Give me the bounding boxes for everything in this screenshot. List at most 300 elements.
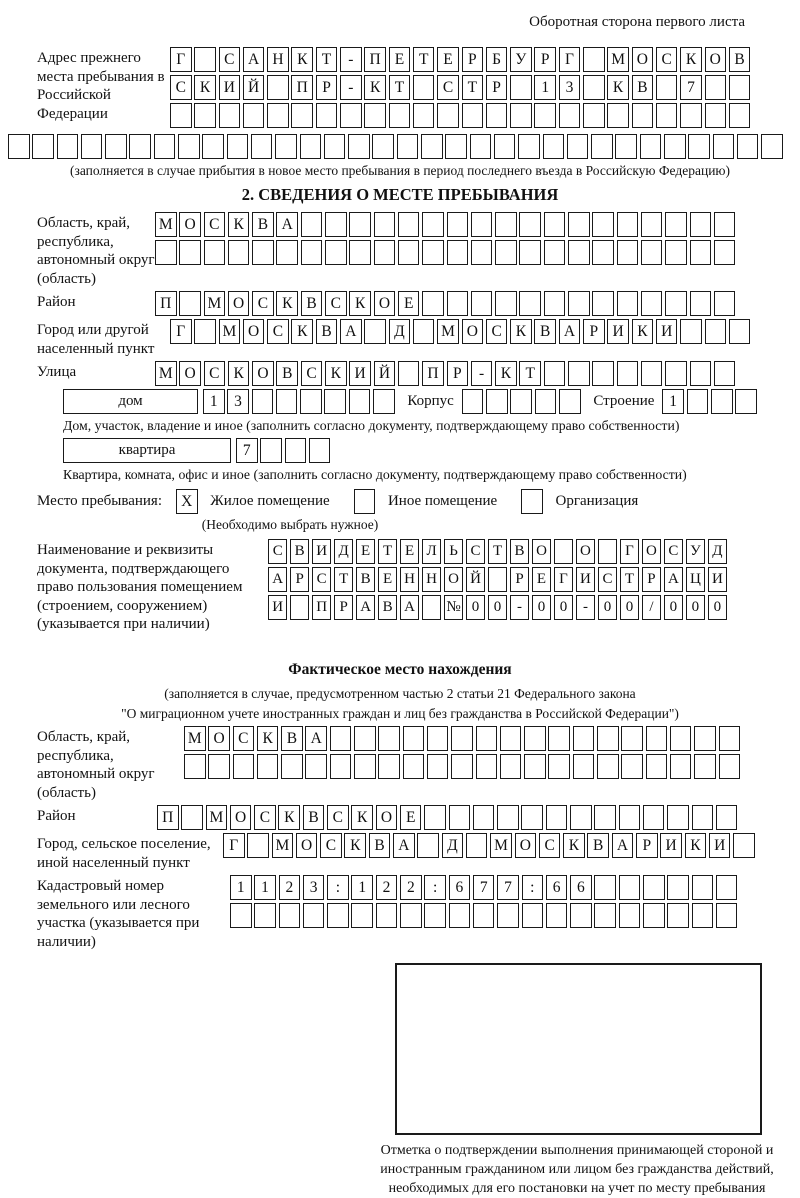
char-cell-filled: 7 [236,438,258,463]
char-cell-empty [340,103,362,128]
char-cell-empty [510,75,532,100]
char-cell-empty [554,539,573,564]
char-cell-empty [543,134,565,159]
char-cell-filled: 1 [230,875,252,900]
s2-city-row [170,319,753,344]
char-cell-empty [568,212,590,237]
house-name-box: дом [63,389,198,414]
char-cell-filled: О [576,539,595,564]
char-cell-empty [301,212,323,237]
char-cell-filled: С [204,212,226,237]
page-side-note: Оборотная сторона первого листа [529,14,745,30]
char-cell-empty [398,361,420,386]
char-cell-empty [374,212,396,237]
s2-oblast-row-2 [155,240,738,265]
apartment-name-box: квартира [63,438,231,463]
char-cell-filled: С [268,539,287,564]
char-cell-empty [641,361,663,386]
char-cell-empty [427,726,449,751]
char-cell-empty [473,903,495,928]
char-cell-filled: М [607,47,629,72]
char-cell-filled: С [486,319,508,344]
char-cell-empty [583,75,605,100]
char-cell-empty [309,438,331,463]
char-cell-empty [424,903,446,928]
char-cell-filled: О [376,805,398,830]
prev-address-row-2 [170,75,753,100]
char-cell-filled: О [179,212,201,237]
char-cell-empty [641,240,663,265]
char-cell-empty [667,875,689,900]
document-row-2 [268,567,730,592]
char-cell-empty [422,240,444,265]
cadastre-block [37,875,800,951]
char-cell-filled: 6 [449,875,471,900]
char-cell-filled: К [563,833,585,858]
char-cell-filled: В [632,75,654,100]
char-cell-empty [230,903,252,928]
char-cell-empty [351,903,373,928]
document-block [37,539,800,651]
char-cell-filled: В [510,539,529,564]
stay-type-note: (Необходимо выбрать нужное) [201,517,379,532]
char-cell-empty [641,291,663,316]
s2-rayon-block [37,291,800,316]
char-cell-empty [398,212,420,237]
char-cell-filled: И [219,75,241,100]
char-cell-filled: Е [378,567,397,592]
char-cell-empty [705,319,727,344]
char-cell-filled: : [522,875,544,900]
char-cell-empty [462,389,484,414]
char-cell-empty [522,903,544,928]
char-cell-filled: 6 [570,875,592,900]
char-cell-empty [330,726,352,751]
char-cell-empty [376,903,398,928]
char-cell-empty [534,103,556,128]
char-cell-filled: П [291,75,313,100]
char-cell-filled: Р [290,567,309,592]
char-cell-empty [665,291,687,316]
char-cell-empty [451,754,473,779]
char-cell-filled: 1 [254,875,276,900]
al-rayon-block [37,805,800,830]
char-cell-empty [598,539,617,564]
al-rayon-label: Район [37,808,76,824]
char-cell-empty [348,134,370,159]
char-cell-filled: В [729,47,751,72]
char-cell-filled: К [364,75,386,100]
char-cell-empty [267,103,289,128]
char-cell-filled: К [291,319,313,344]
char-cell-empty [349,389,371,414]
char-cell-filled: К [344,833,366,858]
char-cell-empty [729,319,751,344]
char-cell-empty [643,805,665,830]
char-cell-empty [641,212,663,237]
char-cell-filled: 0 [620,595,639,620]
char-cell-filled: П [155,291,177,316]
char-cell-filled: С [664,539,683,564]
char-cell-filled: К [510,319,532,344]
char-cell-empty [155,240,177,265]
char-cell-filled: 0 [488,595,507,620]
char-cell-filled: А [305,726,327,751]
char-cell-empty [667,903,689,928]
char-cell-empty [57,134,79,159]
char-cell-filled: С [320,833,342,858]
char-cell-empty [243,103,265,128]
char-cell-empty [233,754,255,779]
char-cell-filled: С [466,539,485,564]
char-cell-filled: И [312,539,331,564]
char-cell-empty [497,805,519,830]
char-cell-empty [690,361,712,386]
actual-location-title: Фактическое место нахождения [288,661,512,678]
char-cell-filled: Г [223,833,245,858]
prev-address-label: Адрес прежнего места пребывания в Российской Федерации [37,50,165,122]
char-cell-filled: А [664,567,683,592]
char-cell-empty [373,389,395,414]
s2-oblast-row-1 [155,212,738,237]
char-cell-filled: Е [400,539,419,564]
char-cell-empty [621,726,643,751]
char-cell-empty [181,805,203,830]
char-cell-empty [559,389,581,414]
char-cell-filled: 7 [473,875,495,900]
cadastre-rows [230,875,740,931]
char-cell-empty [646,754,668,779]
char-cell-filled: Т [462,75,484,100]
char-cell-filled: С [312,567,331,592]
s2-oblast-rows [155,212,738,268]
char-cell-filled: М [272,833,294,858]
char-cell-empty [179,291,201,316]
char-cell-filled: В [276,361,298,386]
char-cell-filled: Б [486,47,508,72]
char-cell-empty [445,134,467,159]
char-cell-filled: К [607,75,629,100]
char-cell-empty [422,291,444,316]
checkbox-other-premises [354,489,378,514]
char-cell-empty [81,134,103,159]
char-cell-filled: С [254,805,276,830]
char-cell-filled: О [515,833,537,858]
char-cell-empty [559,103,581,128]
char-cell-filled: Е [532,567,551,592]
char-cell-empty [546,903,568,928]
cadastre-row-1 [230,875,740,900]
char-cell-empty [656,75,678,100]
char-cell-empty [179,240,201,265]
s2-oblast-label: Область, край, республика, автономный округ (область) [37,215,155,287]
char-cell-empty [421,134,443,159]
char-cell-filled: - [340,75,362,100]
option-other-premises-label: Иное помещение [387,493,498,509]
char-cell-filled: В [303,805,325,830]
char-cell-filled: Т [413,47,435,72]
char-cell-empty [733,833,755,858]
char-cell-empty [567,134,589,159]
char-cell-filled: Р [642,567,661,592]
char-cell-empty [619,805,641,830]
char-cell-empty [568,361,590,386]
char-cell-empty [327,903,349,928]
char-cell-filled: К [495,361,517,386]
char-cell-empty [260,438,282,463]
char-cell-empty [594,875,616,900]
char-cell-filled: Г [170,319,192,344]
char-cell-filled: Г [620,539,639,564]
char-cell-filled: Т [620,567,639,592]
char-cell-filled: А [393,833,415,858]
char-cell-filled: Й [243,75,265,100]
char-cell-filled: И [576,567,595,592]
char-cell-empty [680,103,702,128]
char-cell-empty [497,903,519,928]
char-cell-empty [670,754,692,779]
char-cell-empty [521,805,543,830]
char-cell-empty [462,103,484,128]
char-cell-filled: О [208,726,230,751]
char-cell-empty [594,805,616,830]
cadastre-label: Кадастровый номер земельного или лесного участка (указывается при наличии) [37,878,200,950]
al-oblast-rows [184,726,743,782]
char-cell-filled: Г [554,567,573,592]
char-cell-empty [466,833,488,858]
char-cell-filled: П [422,361,444,386]
char-cell-filled: К [685,833,707,858]
char-cell-filled: М [490,833,512,858]
char-cell-empty [544,240,566,265]
char-cell-filled: И [656,319,678,344]
char-cell-empty [688,134,710,159]
char-cell-filled: С [325,291,347,316]
char-cell-filled: К [680,47,702,72]
char-cell-empty [665,240,687,265]
char-cell-empty [544,291,566,316]
char-cell-empty [364,103,386,128]
char-cell-filled: М [219,319,241,344]
char-cell-filled: О [252,361,274,386]
char-cell-filled: О [632,47,654,72]
char-cell-filled: С [170,75,192,100]
char-cell-empty [424,805,446,830]
char-cell-filled: М [204,291,226,316]
char-cell-empty [398,240,420,265]
char-cell-filled: Т [519,361,541,386]
char-cell-filled: П [312,595,331,620]
char-cell-empty [573,754,595,779]
char-cell-filled: И [607,319,629,344]
char-cell-filled: К [632,319,654,344]
al-oblast-row-2 [184,754,743,779]
char-cell-filled: У [686,539,705,564]
char-cell-filled: Т [389,75,411,100]
al-city-label: Город, сельское поселение, иной населенный пункт [37,836,211,871]
stroenie-cells [662,389,759,414]
char-cell-empty [524,726,546,751]
char-cell-filled: П [364,47,386,72]
char-cell-empty [413,103,435,128]
char-cell-filled: О [228,291,250,316]
char-cell-filled: О [444,567,463,592]
char-cell-empty [591,134,613,159]
char-cell-empty [544,212,566,237]
char-cell-filled: Т [316,47,338,72]
s2-street-block [37,361,800,386]
char-cell-filled: Е [389,47,411,72]
char-cell-filled: Е [356,539,375,564]
char-cell-empty [486,389,508,414]
confirmation-stamp-note: Отметка о подтверждении выполнения принимающей стороной и иностранным гражданином или лицом без гражданства действий, необходимых для его постановки на учет по месту пребывания [380,1143,774,1196]
char-cell-empty [692,875,714,900]
char-cell-filled: - [471,361,493,386]
char-cell-filled: О [179,361,201,386]
s2-rayon-row [155,291,738,316]
char-cell-empty [664,134,686,159]
char-cell-filled: Е [400,805,422,830]
char-cell-empty [597,754,619,779]
char-cell-filled: К [194,75,216,100]
prev-address-row-1 [170,47,753,72]
checkbox-organization [521,489,545,514]
char-cell-empty [154,134,176,159]
char-cell-filled: 6 [546,875,568,900]
char-cell-filled: В [316,319,338,344]
char-cell-filled: Д [334,539,353,564]
char-cell-filled: И [708,567,727,592]
char-cell-filled: С [252,291,274,316]
char-cell-filled: - [340,47,362,72]
char-cell-empty [422,595,441,620]
char-cell-filled: П [157,805,179,830]
char-cell-empty [291,103,313,128]
char-cell-empty [519,240,541,265]
char-cell-empty [219,103,241,128]
char-cell-empty [729,75,751,100]
char-cell-filled: : [327,875,349,900]
char-cell-empty [325,240,347,265]
char-cell-filled: У [510,47,532,72]
char-cell-empty [252,389,274,414]
al-oblast-block [37,726,800,802]
char-cell-empty [535,389,557,414]
char-cell-empty [670,726,692,751]
char-cell-empty [8,134,30,159]
char-cell-empty [397,134,419,159]
char-cell-empty [324,134,346,159]
char-cell-filled: О [230,805,252,830]
char-cell-filled: Д [708,539,727,564]
s2-oblast-block [37,212,800,288]
char-cell-filled: Е [398,291,420,316]
char-cell-empty [413,75,435,100]
char-cell-filled: 2 [279,875,301,900]
char-cell-filled: С [437,75,459,100]
char-cell-filled: Й [374,361,396,386]
char-cell-empty [705,75,727,100]
char-cell-empty [714,291,736,316]
char-cell-empty [524,754,546,779]
char-cell-filled: А [276,212,298,237]
char-cell-empty [510,103,532,128]
char-cell-empty [500,726,522,751]
char-cell-filled: К [228,361,250,386]
char-cell-empty [354,754,376,779]
char-cell-filled: 2 [400,875,422,900]
char-cell-filled: В [281,726,303,751]
house-note: Дом, участок, владение и иное (заполнить согласно документу, подтверждающему право собственности) [63,418,680,433]
korpus-label: Корпус [407,393,454,409]
char-cell-filled: В [301,291,323,316]
char-cell-filled: М [437,319,459,344]
char-cell-empty [349,240,371,265]
al-city-row [223,833,758,858]
char-cell-empty [194,319,216,344]
char-cell-empty [714,212,736,237]
char-cell-filled: С [598,567,617,592]
char-cell-empty [617,240,639,265]
char-cell-empty [276,240,298,265]
char-cell-filled: К [349,291,371,316]
char-cell-filled: 0 [532,595,551,620]
char-cell-empty [476,726,498,751]
char-cell-filled: Р [486,75,508,100]
char-cell-empty [711,389,733,414]
house-number-cells [203,389,397,414]
char-cell-empty [519,212,541,237]
char-cell-filled: Р [447,361,469,386]
char-cell-empty [667,805,689,830]
char-cell-empty [471,291,493,316]
char-cell-empty [316,103,338,128]
char-cell-empty [690,212,712,237]
char-cell-empty [617,212,639,237]
char-cell-empty [129,134,151,159]
char-cell-empty [694,754,716,779]
char-cell-empty [692,805,714,830]
char-cell-empty [403,754,425,779]
char-cell-empty [372,134,394,159]
char-cell-filled: М [184,726,206,751]
char-cell-filled: 3 [303,875,325,900]
al-rayon-row [157,805,740,830]
char-cell-empty [494,134,516,159]
char-cell-filled: И [268,595,287,620]
char-cell-filled: О [642,539,661,564]
char-cell-filled: 0 [466,595,485,620]
prev-address-block [37,47,800,131]
char-cell-empty [716,903,738,928]
char-cell-filled: И [349,361,371,386]
char-cell-empty [427,754,449,779]
char-cell-filled: С [233,726,255,751]
char-cell-empty [548,754,570,779]
char-cell-filled: Т [378,539,397,564]
char-cell-empty [656,103,678,128]
char-cell-empty [495,291,517,316]
char-cell-empty [449,805,471,830]
char-cell-filled: Р [534,47,556,72]
char-cell-empty [521,489,543,514]
char-cell-filled: О [243,319,265,344]
char-cell-filled: С [539,833,561,858]
char-cell-empty [290,595,309,620]
char-cell-empty [544,361,566,386]
char-cell-empty [690,240,712,265]
char-cell-empty [301,240,323,265]
